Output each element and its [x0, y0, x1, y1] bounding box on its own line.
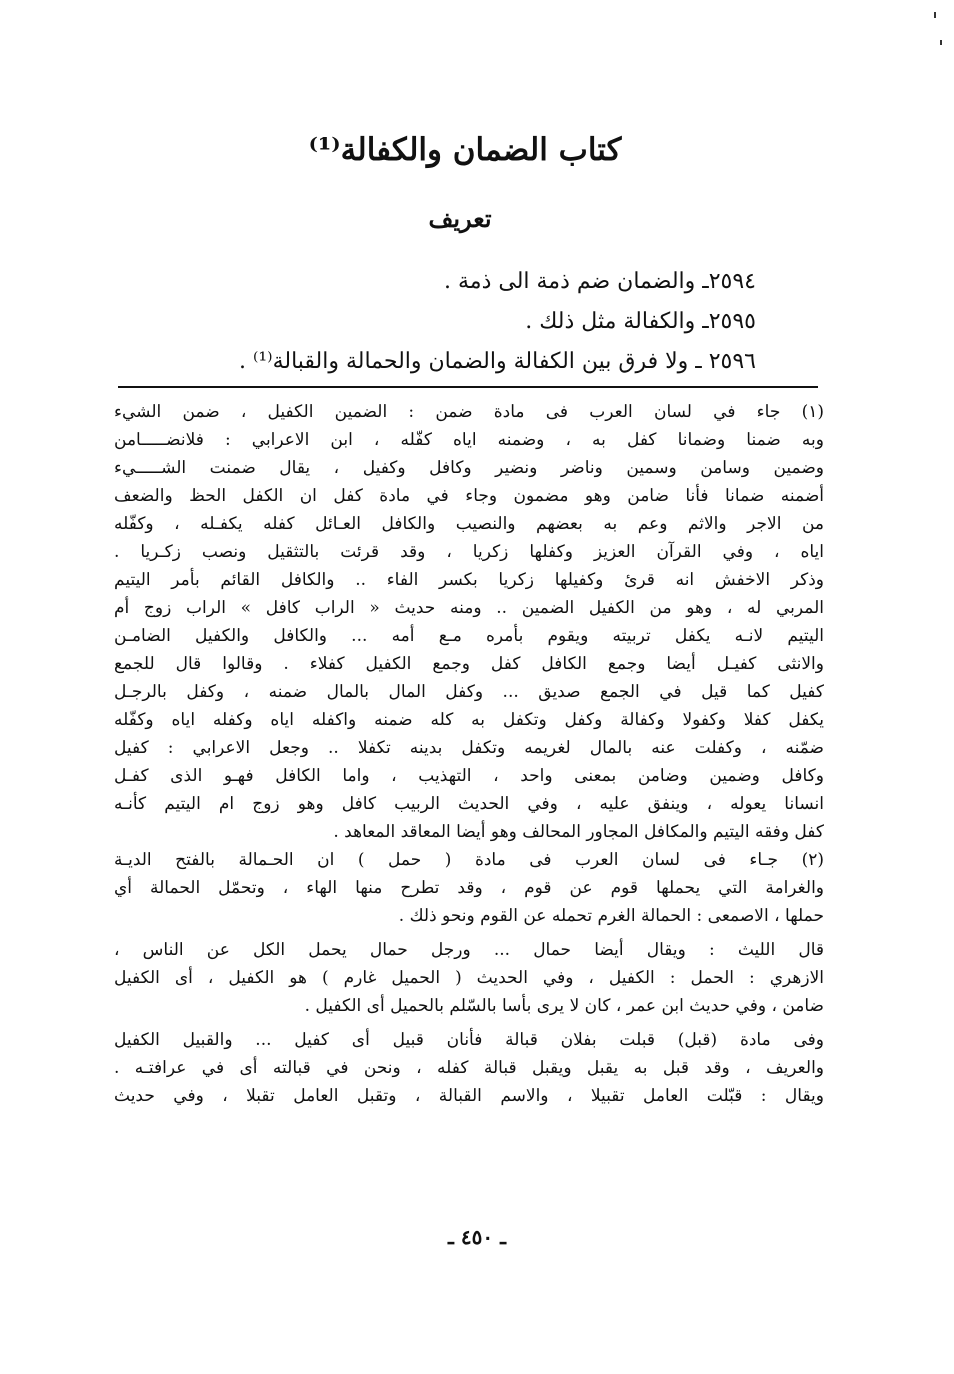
footnote-line: انسانا يعوله ، وينفق عليه ، وفي الحديث الربيب كافل وهو زوج ام اليتيم كأنـه	[114, 794, 824, 814]
footnote-line: اليتيم لانـه يكفل تربيته ويقوم بأمره مـع أمه ... والكافل والكفيل الضامـن	[114, 626, 824, 646]
footnote-separator	[118, 386, 818, 388]
footnote-line: ضمّنه ، وكفلت عنه بالمال لغريمه وتكفل بدينه تكفلا .. وجعل الاعرابي : كفيل	[114, 738, 824, 758]
footnote-line: من الاجر والاثم وعم به بعضهم والنصيب والكافل العـائل كفله يكفـله ، وكفّله	[114, 514, 824, 534]
footnote-line: يكفل كفلا وكفولا وكفالة وكفل وتكفل به كله ضمنه واكفله اياه وكفله اياه وكفّله	[114, 710, 824, 730]
page-number: ـ ٤٥٠ ـ	[448, 1225, 506, 1249]
footnote-line: الازهري : الحمل : الكفيل ، وفي الحديث ( الحميل غارم ) هو الكفيل ، أى الكفيل	[114, 968, 824, 988]
footnote-line: المربي له ، وهو من الكفيل الضمين .. ومنه حديث « الراب كافل » الراب زوج أم	[114, 598, 824, 618]
footnote-line: وضمين وسامن وسمين وناضر ونضير وكافل وكفيل ، يقال ضمنت الشـــــيء	[114, 458, 824, 478]
footnote-line: وكافل وضمين وضامن بمعنى واحد ، التهذيب ، واما الكافل فهـو الذى كفـل	[114, 766, 824, 786]
footnote-line: والغرامة التي يحملها قوم عن قوم ، وقد تطرح منها الهاء ، وتحمّل الحمالة أي	[114, 878, 824, 898]
footnote-line: قال الليث : ويقال أيضا حمال ... ورجل حمال يحمل الكل عن الناس ،	[114, 940, 824, 960]
footnote-line: ضامن ، وفي حديث ابن عمر ، كان لا يرى بأسا بالسّلم بالحميل أى الكفيل .	[304, 996, 824, 1016]
article-2594: ٢٥٩٤ـ والضمان ضم ذمة الى ذمة .	[444, 269, 756, 294]
footnote-line: كفل وفقه اليتيم والمكافل المجاور المحالف وهو أيضا المعاقد المعاهد .	[333, 822, 824, 842]
article-2596: ٢٥٩٦ ـ ولا فرق بين الكفالة والضمان والحمالة والقبالة⁽¹⁾ .	[238, 349, 756, 374]
footnote-line: اياه ، وفي القرآن العزيز وكفلها زكريا ، وقد قرئت بالتثقيل ونصب زكـريا .	[114, 542, 824, 562]
section-subtitle: تعريف	[428, 204, 492, 233]
footnote-line: وبه ضمنا وضمانا كفل به ، وضمنه اياه كفّله ، ابن الاعرابي : فلانضـــــامن	[114, 430, 824, 450]
articles-list	[156, 262, 756, 382]
scan-speck	[940, 40, 942, 45]
footnote-line: حملها ، الاصمعى : الحمالة الغرم تحمله عن القوم ونحو ذلك .	[398, 906, 824, 926]
footnote-line: ويقال : قبّلت العامل تقبيلا ، والاسم القبالة ، وتقبل العامل تقبلا ، وفي حديث	[114, 1086, 824, 1106]
chapter-title: كتاب الضمان والكفالة⁽¹⁾	[308, 132, 622, 168]
footnote-line: والانثى كفيـل أيضا وجمع الكافل كفل وجمع الكفيل كفلاء . وقالوا قال للجمع	[114, 654, 824, 674]
footnote-line: وفى مادة (قبل) قبلت بفلان قبالة فأنان قبيل أى كفيل ... والقبيل الكفيل	[114, 1030, 824, 1050]
footnote-line: والعريف ، وقد قبل به يقبل ويقبل قبالة كفله ، ونحن في قبالته أى في عرافتـه .	[114, 1058, 824, 1078]
footnote-line: وذكر الاخفش انه قرئ وكفيلها زكريا بكسر الفاء .. والكافل القائم بأمر اليتيم	[114, 570, 824, 590]
scan-speck	[934, 12, 936, 18]
footnote-line: (١) جاء في لسان العرب فى مادة ضمن : الضمين الكفيل ، ضمن الشيء	[114, 402, 824, 422]
article-2595: ٢٥٩٥ـ والكفالة مثل ذلك .	[525, 309, 756, 334]
footnotes	[114, 398, 824, 1110]
footnote-line: كفيل كما قيل في الجمع صديق ... وكفل المال بالمال ضمنه ، وكفل بالرجـل	[114, 682, 824, 702]
footnote-line: (٢) جـاء فى لسان العرب فى مادة ( حمل ) ان الحـمالة بالفتح الديـة	[114, 850, 824, 870]
footnote-line: أضمنه ضمانا فأنا ضامن وهو مضمون وجاء في مادة كفل ان الكفل الحظ والضعف	[114, 486, 824, 506]
